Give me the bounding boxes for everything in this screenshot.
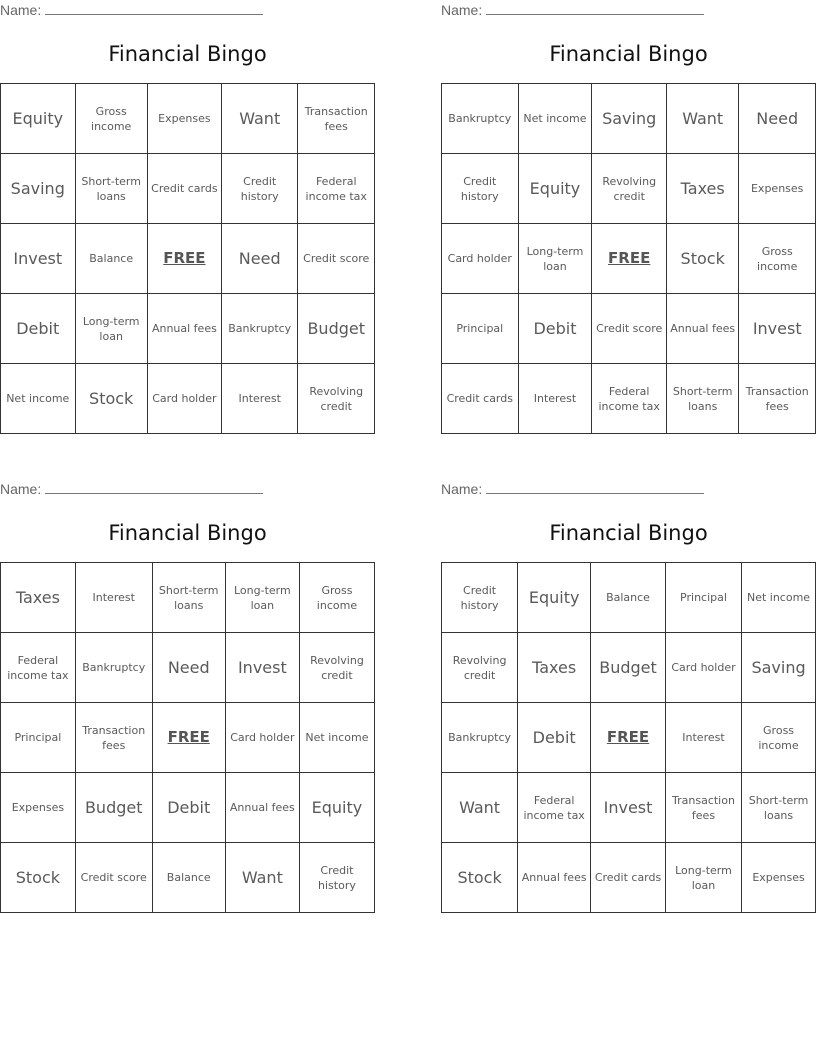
bingo-cell: Budget — [75, 773, 152, 843]
card-title: Financial Bingo — [549, 521, 708, 545]
bingo-cell: Gross income — [742, 703, 816, 773]
bingo-cell: Revolving credit — [298, 364, 375, 434]
bingo-cell: Interest — [75, 563, 152, 633]
bingo-cell: Annual fees — [666, 294, 738, 364]
free-space: FREE — [152, 703, 225, 773]
bingo-cell: Annual fees — [518, 843, 591, 913]
bingo-card-1 — [0, 0, 375, 440]
bingo-cell: Stock — [442, 843, 518, 913]
bingo-cell: Credit history — [442, 154, 519, 224]
bingo-cell: Credit cards — [147, 154, 221, 224]
bingo-cell: Budget — [298, 294, 375, 364]
bingo-cell: Taxes — [518, 633, 591, 703]
bingo-cell: Long-term loan — [75, 294, 147, 364]
bingo-cell: Interest — [518, 364, 592, 434]
bingo-cell: Revolving credit — [299, 633, 374, 703]
bingo-cell: Long-term loan — [225, 563, 299, 633]
name-field[interactable] — [0, 0, 263, 22]
bingo-row — [442, 773, 816, 843]
bingo-cell: Balance — [75, 224, 147, 294]
bingo-cell: Bankruptcy — [442, 84, 519, 154]
bingo-cell: Short-term loans — [152, 563, 225, 633]
bingo-row — [1, 294, 375, 364]
bingo-cell: Credit history — [221, 154, 298, 224]
bingo-row — [442, 703, 816, 773]
bingo-row — [1, 364, 375, 434]
bingo-row — [442, 224, 816, 294]
bingo-row — [1, 843, 375, 913]
bingo-cell: Federal income tax — [518, 773, 591, 843]
bingo-cell: Taxes — [1, 563, 76, 633]
bingo-cell: Want — [666, 84, 738, 154]
name-label: Name: — [0, 481, 42, 497]
bingo-cell: Expenses — [147, 84, 221, 154]
bingo-cell: Revolving credit — [442, 633, 518, 703]
bingo-cell: Bankruptcy — [221, 294, 298, 364]
bingo-card-3 — [0, 479, 375, 919]
name-field[interactable] — [441, 0, 704, 22]
bingo-cell: Transaction fees — [75, 703, 152, 773]
bingo-row — [442, 154, 816, 224]
name-field[interactable] — [0, 479, 263, 501]
bingo-grid — [441, 562, 816, 913]
bingo-cell: Balance — [591, 563, 666, 633]
bingo-cell: Gross income — [75, 84, 147, 154]
bingo-cell: Federal income tax — [298, 154, 375, 224]
bingo-cell: Credit cards — [442, 364, 519, 434]
name-underline — [486, 479, 704, 494]
name-label: Name: — [0, 2, 42, 18]
bingo-row — [1, 563, 375, 633]
bingo-grid — [0, 83, 375, 434]
bingo-row — [1, 224, 375, 294]
bingo-cell: Credit score — [75, 843, 152, 913]
card-title: Financial Bingo — [549, 42, 708, 66]
bingo-cell: Debit — [518, 703, 591, 773]
bingo-cell: Transaction fees — [739, 364, 816, 434]
card-title: Financial Bingo — [108, 42, 267, 66]
name-label: Name: — [441, 481, 483, 497]
bingo-cell: Net income — [742, 563, 816, 633]
bingo-cell: Expenses — [739, 154, 816, 224]
free-space: FREE — [591, 703, 666, 773]
bingo-cell: Credit score — [298, 224, 375, 294]
bingo-cell: Stock — [666, 224, 738, 294]
bingo-cell: Principal — [442, 294, 519, 364]
bingo-cell: Interest — [221, 364, 298, 434]
bingo-card-4 — [441, 479, 816, 919]
bingo-cell: Want — [221, 84, 298, 154]
bingo-cell: Transaction fees — [665, 773, 741, 843]
bingo-cell: Annual fees — [147, 294, 221, 364]
bingo-cell: Interest — [665, 703, 741, 773]
bingo-card-2 — [441, 0, 816, 440]
bingo-cell: Revolving credit — [592, 154, 667, 224]
bingo-cell: Taxes — [666, 154, 738, 224]
bingo-cell: Want — [225, 843, 299, 913]
bingo-row — [442, 633, 816, 703]
bingo-cell: Bankruptcy — [442, 703, 518, 773]
bingo-cell: Bankruptcy — [75, 633, 152, 703]
bingo-row — [442, 563, 816, 633]
bingo-row — [442, 294, 816, 364]
bingo-cell: Net income — [299, 703, 374, 773]
bingo-cell: Equity — [299, 773, 374, 843]
bingo-row — [1, 773, 375, 843]
bingo-cell: Card holder — [147, 364, 221, 434]
bingo-cell: Net income — [518, 84, 592, 154]
bingo-cell: Credit cards — [591, 843, 666, 913]
bingo-cell: Expenses — [742, 843, 816, 913]
bingo-cell: Federal income tax — [1, 633, 76, 703]
bingo-row — [1, 703, 375, 773]
bingo-cell: Balance — [152, 843, 225, 913]
bingo-row — [1, 633, 375, 703]
bingo-cell: Credit history — [299, 843, 374, 913]
bingo-cell: Expenses — [1, 773, 76, 843]
bingo-cell: Short-term loans — [75, 154, 147, 224]
bingo-cell: Card holder — [225, 703, 299, 773]
bingo-cell: Stock — [75, 364, 147, 434]
bingo-row — [442, 364, 816, 434]
bingo-cell: Principal — [665, 563, 741, 633]
name-underline — [45, 0, 263, 15]
bingo-cell: Gross income — [739, 224, 816, 294]
bingo-cell: Transaction fees — [298, 84, 375, 154]
bingo-cell: Short-term loans — [742, 773, 816, 843]
bingo-cell: Equity — [1, 84, 76, 154]
bingo-cell: Invest — [591, 773, 666, 843]
bingo-cell: Equity — [518, 563, 591, 633]
bingo-cell: Want — [442, 773, 518, 843]
bingo-cell: Net income — [1, 364, 76, 434]
bingo-cell: Stock — [1, 843, 76, 913]
bingo-cell: Debit — [152, 773, 225, 843]
bingo-grid — [441, 83, 816, 434]
bingo-cell: Credit history — [442, 563, 518, 633]
bingo-row — [442, 84, 816, 154]
name-underline — [486, 0, 704, 15]
bingo-cell: Federal income tax — [592, 364, 667, 434]
bingo-cell: Need — [739, 84, 816, 154]
name-underline — [45, 479, 263, 494]
bingo-cell: Need — [221, 224, 298, 294]
bingo-cell: Equity — [518, 154, 592, 224]
bingo-cell: Debit — [518, 294, 592, 364]
bingo-cell: Invest — [225, 633, 299, 703]
bingo-row — [442, 843, 816, 913]
bingo-cell: Saving — [592, 84, 667, 154]
bingo-row — [1, 154, 375, 224]
free-space: FREE — [147, 224, 221, 294]
bingo-cell: Invest — [1, 224, 76, 294]
bingo-cell: Short-term loans — [666, 364, 738, 434]
bingo-cell: Need — [152, 633, 225, 703]
bingo-cell: Card holder — [665, 633, 741, 703]
bingo-cell: Card holder — [442, 224, 519, 294]
bingo-grid — [0, 562, 375, 913]
free-space: FREE — [592, 224, 667, 294]
bingo-cell: Budget — [591, 633, 666, 703]
bingo-cell: Long-term loan — [665, 843, 741, 913]
name-label: Name: — [441, 2, 483, 18]
bingo-cell: Long-term loan — [518, 224, 592, 294]
name-field[interactable] — [441, 479, 704, 501]
bingo-row — [1, 84, 375, 154]
bingo-cell: Principal — [1, 703, 76, 773]
bingo-cell: Debit — [1, 294, 76, 364]
card-title: Financial Bingo — [108, 521, 267, 545]
bingo-cell: Credit score — [592, 294, 667, 364]
bingo-cell: Saving — [742, 633, 816, 703]
bingo-cell: Invest — [739, 294, 816, 364]
bingo-cell: Annual fees — [225, 773, 299, 843]
bingo-cell: Saving — [1, 154, 76, 224]
bingo-cell: Gross income — [299, 563, 374, 633]
